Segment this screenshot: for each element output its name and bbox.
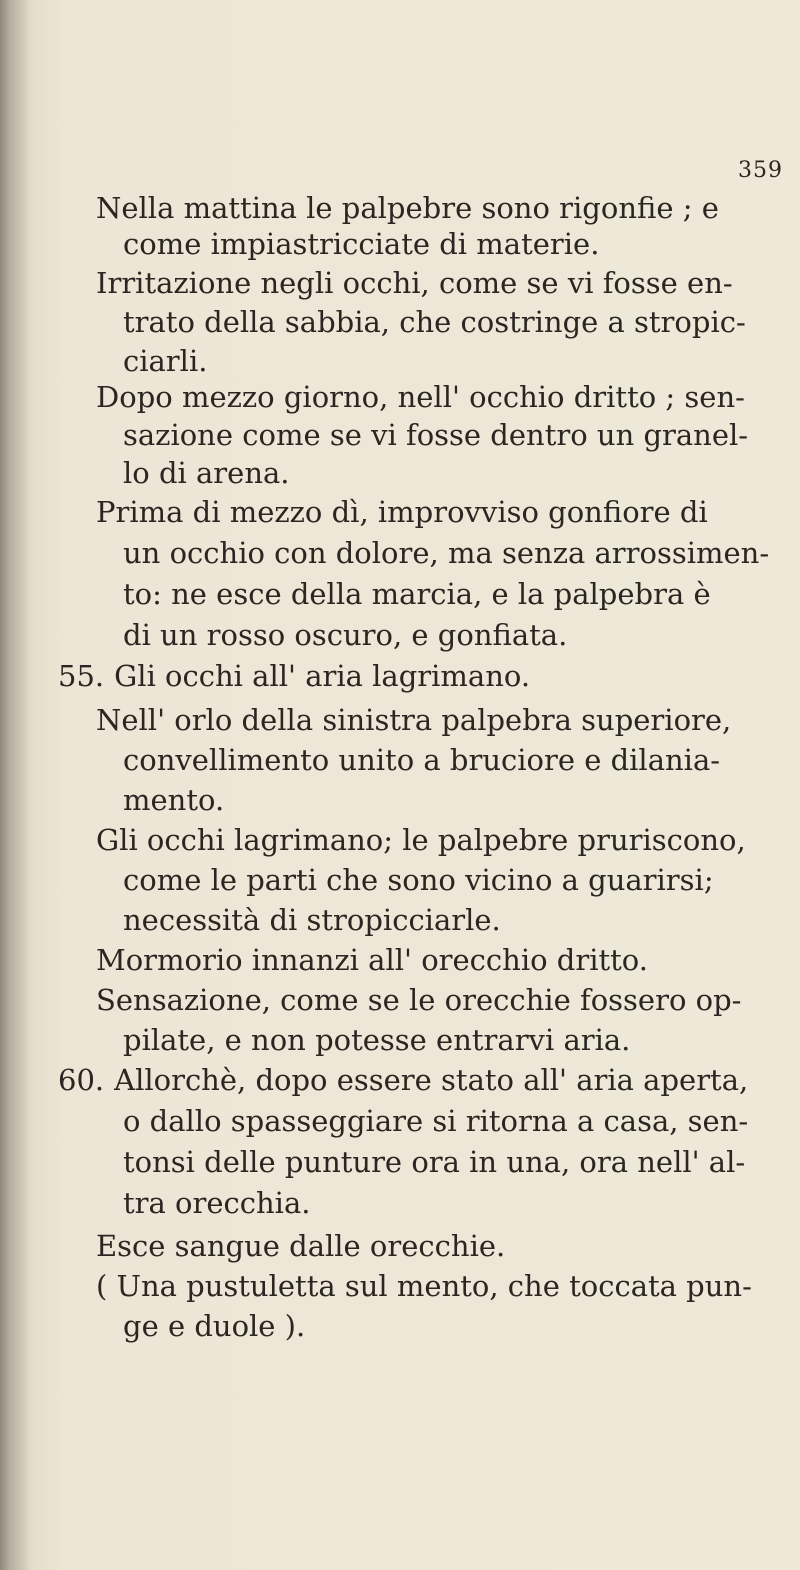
page-gutter	[0, 0, 30, 1570]
entry-line: Nella mattina le palpebre sono rigonfie ; e	[96, 191, 719, 225]
entry-line: come impiastricciate di materie.	[123, 227, 600, 261]
entry-line: Dopo mezzo giorno, nell' occhio dritto ; sen-	[96, 380, 745, 414]
entry-line: Esce sangue dalle orecchie.	[96, 1229, 506, 1263]
entry-number: 60.	[58, 1063, 105, 1097]
symptom-entry	[96, 1226, 505, 1266]
entry-line: Gli occhi lagrimano; le palpebre pruriscono,	[96, 823, 746, 857]
entry-line: sazione come se vi fosse dentro un granel-	[123, 418, 749, 452]
entry-line: Sensazione, come se le orecchie fossero op-	[96, 983, 742, 1017]
entry-line: mento.	[123, 783, 225, 817]
symptom-entry	[96, 378, 748, 492]
symptom-entry	[96, 492, 769, 656]
entry-line: ( Una pustuletta sul mento, che toccata pun-	[96, 1269, 752, 1303]
symptom-entry	[96, 1266, 752, 1346]
entry-line: tonsi delle punture ora in una, ora nell' al-	[123, 1145, 746, 1179]
entry-line: trato della sabbia, che costringe a stropic-	[123, 305, 746, 339]
entry-line: un occhio con dolore, ma senza arrossimen-	[123, 536, 770, 570]
entry-line: necessità di stropicciarle.	[123, 903, 501, 937]
entry-line: Mormorio innanzi all' orecchio dritto.	[96, 943, 648, 977]
entry-line: Gli occhi all' aria lagrimano.	[114, 659, 531, 693]
page-number: 359	[738, 158, 783, 183]
entry-line: o dallo spasseggiare si ritorna a casa, sen-	[123, 1104, 749, 1138]
entry-line: Allorchè, dopo essere stato all' aria aperta,	[114, 1063, 749, 1097]
entry-line: Irritazione negli occhi, come se vi fosse en-	[96, 266, 733, 300]
symptom-entry	[96, 980, 741, 1060]
symptom-entry	[96, 264, 746, 381]
entry-line: lo di arena.	[123, 456, 290, 490]
symptom-entry	[58, 1060, 748, 1224]
symptom-entry	[96, 190, 719, 262]
entry-line: convellimento unito a bruciore e dilania-	[123, 743, 721, 777]
symptom-entry	[96, 940, 648, 980]
symptom-entry	[96, 820, 746, 940]
entry-number: 55.	[58, 659, 105, 693]
entry-line: ciarli.	[123, 344, 208, 378]
symptom-entry	[96, 700, 731, 820]
entry-line: di un rosso oscuro, e gonfiata.	[123, 618, 568, 652]
entry-line: Nell' orlo della sinistra palpebra superiore,	[96, 703, 732, 737]
entry-line: to: ne esce della marcia, e la palpebra è	[123, 577, 711, 611]
symptom-entry	[58, 656, 530, 696]
entry-line: pilate, e non potesse entrarvi aria.	[123, 1023, 631, 1057]
entry-line: come le parti che sono vicino a guarirsi;	[123, 863, 714, 897]
entry-line: Prima di mezzo dì, improvviso gonfiore di	[96, 495, 708, 529]
entry-line: ge e duole ).	[123, 1309, 306, 1343]
entry-line: tra orecchia.	[123, 1186, 311, 1220]
